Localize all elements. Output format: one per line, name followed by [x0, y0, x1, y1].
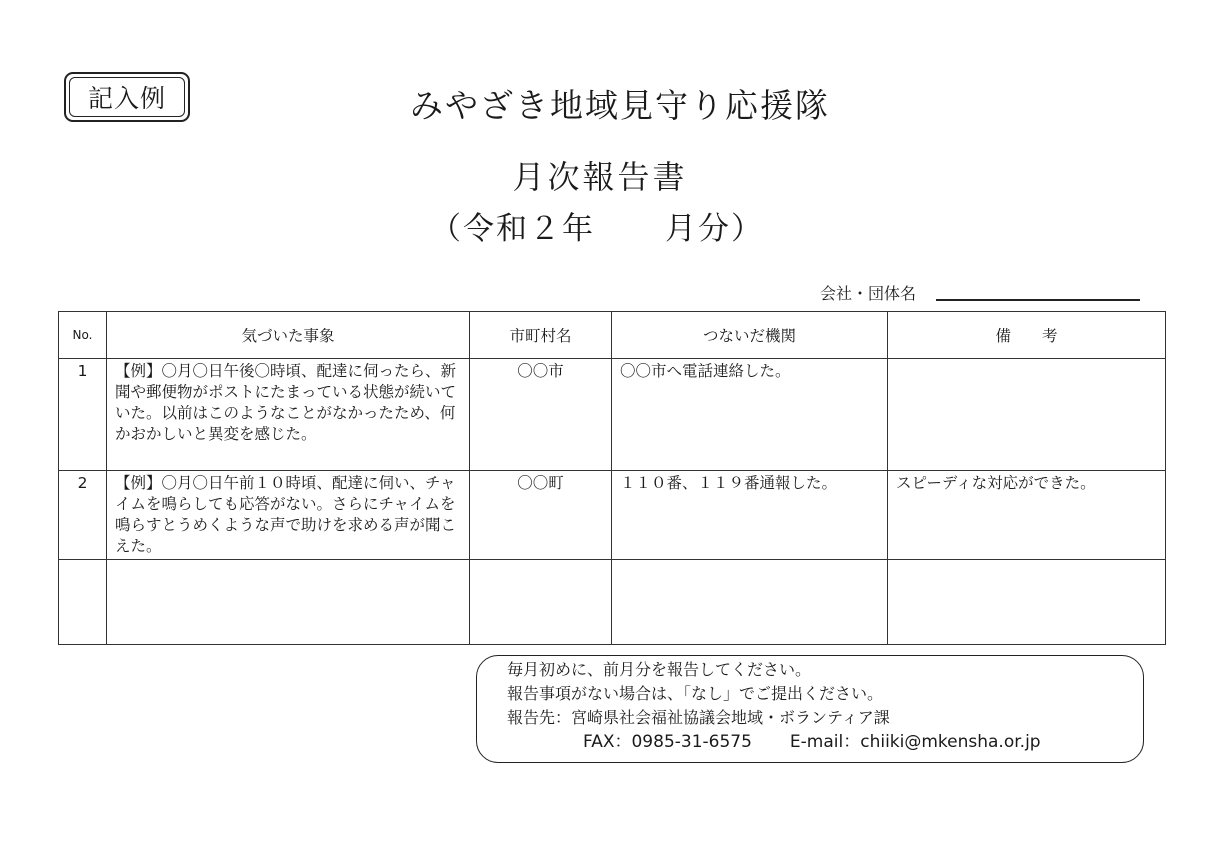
notice-box: [476, 655, 1144, 763]
notice-line-1: 毎月初めに、前月分を報告してください。: [507, 660, 812, 679]
row-city: 〇〇市: [470, 359, 612, 471]
example-badge: [64, 72, 190, 122]
table-row: [59, 560, 1166, 645]
report-period: [430, 203, 764, 248]
period-prefix: （令和２年: [430, 211, 595, 247]
company-label: 会社・団体名: [820, 284, 917, 303]
email-address: E-mail：chiiki@mkensha.or.jp: [789, 732, 1041, 752]
header-agency: つないだ機関: [612, 312, 888, 359]
header-remarks: 備 考: [888, 312, 1166, 359]
row-event: [107, 560, 470, 645]
row-no: [59, 560, 107, 645]
contact-line: [507, 730, 1143, 754]
row-remarks: [888, 359, 1166, 471]
report-table: [58, 311, 1166, 645]
header-event: 気づいた事象: [107, 312, 470, 359]
document-title: みやざき地域見守り応援隊: [410, 86, 830, 125]
table-header-row: [59, 312, 1166, 359]
table-row: [59, 359, 1166, 471]
company-name-line: [936, 299, 1140, 301]
fax-number: FAX：0985-31-6575: [583, 732, 752, 752]
row-remarks: スピーディな対応ができた。: [888, 471, 1166, 560]
document-subtitle: 月次報告書: [512, 158, 688, 196]
row-city: 〇〇町: [470, 471, 612, 560]
row-agency: １１０番、１１９番通報した。: [612, 471, 888, 560]
row-no: 2: [59, 471, 107, 560]
row-city: [470, 560, 612, 645]
example-badge-label: 記入例: [69, 77, 185, 117]
notice-line-3: 報告先：宮崎県社会福祉協議会地域・ボランティア課: [507, 708, 890, 727]
row-no: 1: [59, 359, 107, 471]
period-suffix: 月分）: [665, 211, 764, 247]
row-agency: 〇〇市へ電話連絡した。: [612, 359, 888, 471]
row-remarks: [888, 560, 1166, 645]
notice-line-2: 報告事項がない場合は、「なし」でご提出ください。: [507, 684, 884, 703]
table-row: [59, 471, 1166, 560]
header-city: 市町村名: [470, 312, 612, 359]
row-event: 【例】〇月〇日午前１０時頃、配達に伺い、チャイムを鳴らしても応答がない。さらにチャイムを鳴らすとうめくような声で助けを求める声が聞こえた。: [107, 471, 470, 560]
row-event: 【例】〇月〇日午後〇時頃、配達に伺ったら、新聞や郵便物がポストにたまっている状態が続いていた。以前はこのようなことがなかったため、何かおかしいと異変を感じた。: [107, 359, 470, 471]
row-agency: [612, 560, 888, 645]
header-no: No.: [59, 312, 107, 359]
